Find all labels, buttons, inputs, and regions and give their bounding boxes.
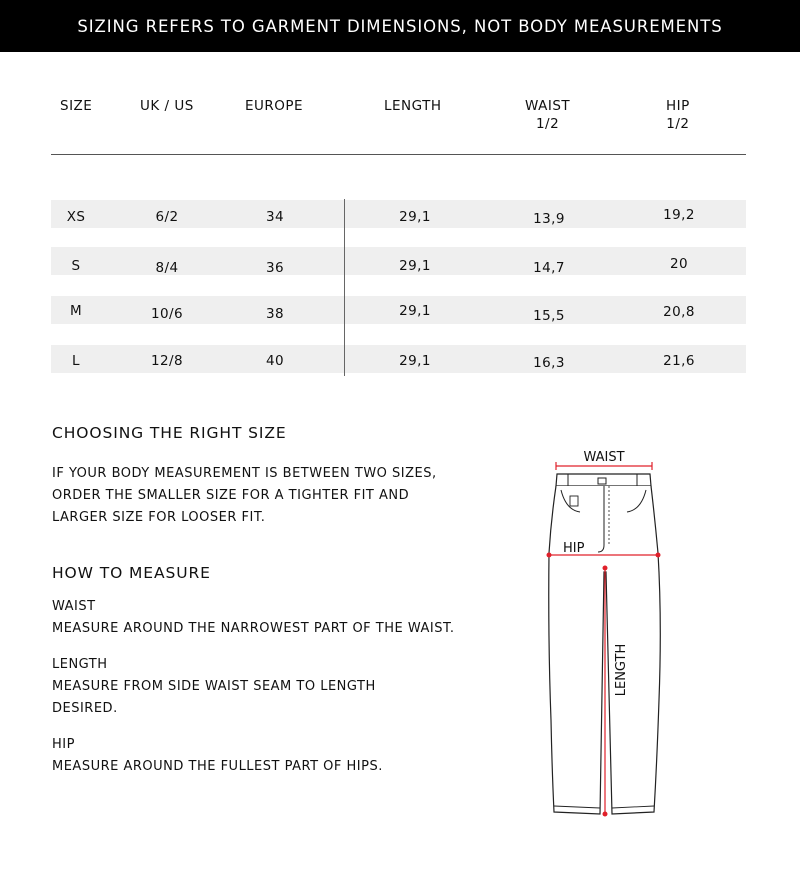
choosing-text: IF YOUR BODY MEASUREMENT IS BETWEEN TWO SIZES, ORDER THE SMALLER SIZE FOR A TIGHTER FIT AND LARGER SIZE FOR LOOSER FIT.	[52, 466, 437, 525]
diagram-waist-label: WAIST	[583, 450, 625, 465]
cell-uk-us: 12/8	[151, 353, 183, 369]
cell-size: L	[72, 353, 80, 369]
header-length: LENGTH	[384, 98, 442, 114]
choosing-title: CHOOSING THE RIGHT SIZE	[52, 424, 287, 442]
cell-hip: 20	[670, 256, 688, 272]
cell-europe: 36	[266, 260, 284, 276]
cell-hip: 19,2	[663, 207, 695, 223]
hip-label: HIP	[52, 737, 75, 752]
cell-hip: 20,8	[663, 304, 695, 320]
hip-instruction: HIP MEASURE AROUND THE FULLEST PART OF HIPS.	[52, 734, 383, 778]
waist-label: WAIST	[52, 599, 96, 614]
header-rule	[51, 154, 746, 155]
cell-europe: 34	[266, 209, 284, 225]
column-divider	[344, 199, 345, 376]
jeans-diagram	[540, 440, 680, 824]
length-label: LENGTH	[52, 657, 108, 672]
banner: SIZING REFERS TO GARMENT DIMENSIONS, NOT BODY MEASUREMENTS	[0, 0, 800, 52]
cell-length: 29,1	[399, 258, 431, 274]
cell-hip: 21,6	[663, 353, 695, 369]
cell-length: 29,1	[399, 353, 431, 369]
cell-uk-us: 8/4	[155, 260, 179, 276]
how-title: HOW TO MEASURE	[52, 564, 211, 582]
cell-size: XS	[66, 209, 86, 225]
diagram-hip-label: HIP	[563, 541, 585, 556]
cell-length: 29,1	[399, 209, 431, 225]
cell-waist: 15,5	[533, 308, 565, 324]
cell-europe: 40	[266, 353, 284, 369]
cell-uk-us: 10/6	[151, 306, 183, 322]
diagram-length-label: LENGTH	[614, 643, 629, 697]
header-waist: WAIST 1/2	[525, 98, 571, 132]
cell-europe: 38	[266, 306, 284, 322]
cell-size: M	[69, 303, 83, 319]
header-size: SIZE	[60, 98, 93, 114]
cell-size: S	[71, 258, 81, 274]
cell-length: 29,1	[399, 303, 431, 319]
header-uk-us: UK / US	[140, 98, 194, 114]
length-instruction: LENGTH MEASURE FROM SIDE WAIST SEAM TO LENGTH DESIRED.	[52, 654, 376, 720]
cell-uk-us: 6/2	[155, 209, 179, 225]
header-hip: HIP 1/2	[666, 98, 690, 132]
cell-waist: 14,7	[533, 260, 565, 276]
waist-instruction: WAIST MEASURE AROUND THE NARROWEST PART OF THE WAIST.	[52, 596, 455, 640]
cell-waist: 16,3	[533, 355, 565, 371]
header-europe: EUROPE	[245, 98, 304, 114]
cell-waist: 13,9	[533, 211, 565, 227]
